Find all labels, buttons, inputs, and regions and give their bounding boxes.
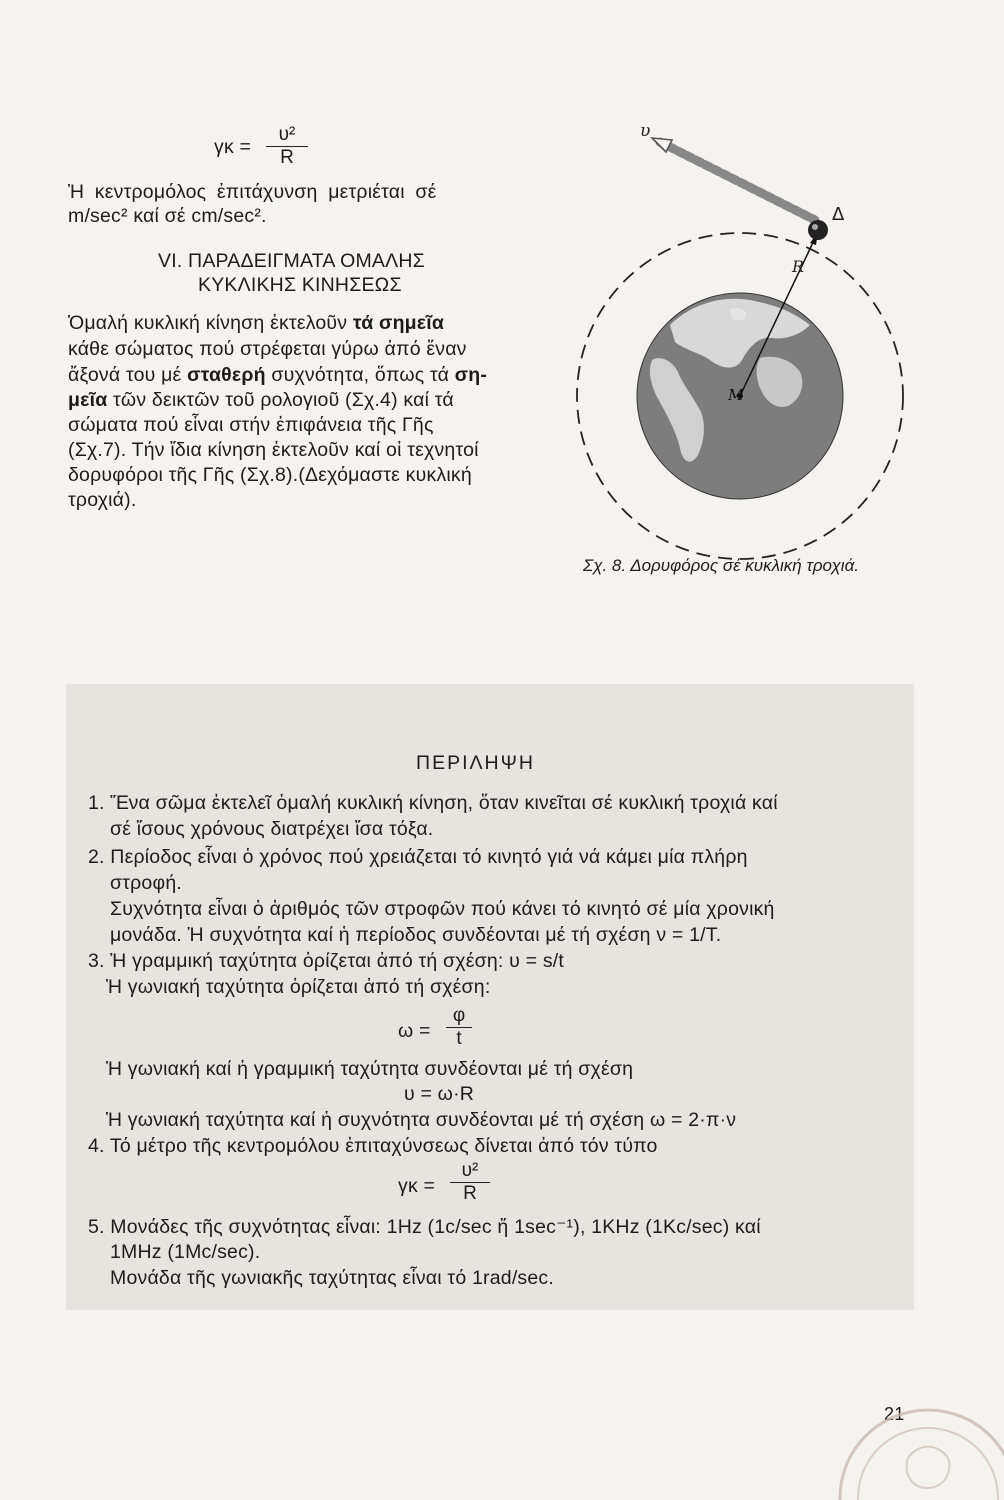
paragraph-text: συχνότητα, ὅπως τά bbox=[265, 364, 455, 386]
summary-line-5: Συχνότητα εἶναι ὁ ἀριθμός τῶν στροφῶν πού κάνει τό κινητό σέ μία χρονική bbox=[110, 898, 775, 920]
label-delta: Δ bbox=[832, 204, 845, 225]
section-heading-1: VI. ΠΑΡΑΔΕΙΓΜΑΤΑ ΟΜΑΛΗΣ bbox=[158, 250, 425, 272]
paragraph-text: τῶν δεικτῶν τοῦ ρολογιοῦ (Σχ.4) καί τά bbox=[107, 389, 454, 411]
units-line-1: Ἡ κεντρομόλος ἐπιτάχυνση μετριέται σέ bbox=[68, 181, 437, 203]
label-r: R bbox=[792, 257, 805, 276]
summary-line-6: μονάδα. Ἡ συχνότητα καί ἡ περίοδος συνδέονται μέ τή σχέση ν = 1/T. bbox=[110, 924, 722, 946]
gk-numerator: υ² bbox=[461, 1160, 479, 1181]
figure-caption: Σχ. 8. Δορυφόρος σέ κυκλική τροχιά. bbox=[583, 556, 859, 575]
section-heading-2: ΚΥΚΛΙΚΗΣ ΚΙΝΗΣΕΩΣ bbox=[198, 274, 402, 296]
omega-denominator: t bbox=[456, 1028, 462, 1049]
units-line-2: m/sec² καί σέ cm/sec². bbox=[68, 205, 267, 227]
summary-line-11: Ἡ γωνιακή ταχύτητα καί ἡ συχνότητα συνδέονται μέ τή σχέση ω = 2·π·ν bbox=[106, 1109, 737, 1131]
summary-line-10: υ = ω·R bbox=[404, 1083, 475, 1105]
paragraph-text: Ὁμαλή κυκλική κίνηση ἐκτελοῦν bbox=[68, 312, 353, 334]
summary-line-9: Ἡ γωνιακή καί ἡ γραμμική ταχύτητα συνδέονται μέ τή σχέση bbox=[106, 1058, 634, 1080]
paragraph-line-8: τροχιά). bbox=[68, 489, 137, 511]
summary-title: ΠΕΡΙΛΗΨΗ bbox=[416, 752, 535, 774]
summary-line-4: στροφή. bbox=[110, 872, 182, 894]
omega-fraction bbox=[446, 1005, 472, 1050]
satellite-highlight bbox=[812, 224, 818, 230]
formula-denominator: R bbox=[280, 147, 294, 168]
label-v: υ bbox=[640, 121, 651, 141]
summary-line-7: 3. Ἡ γραμμική ταχύτητα ὁρίζεται ἀπό τή σχέση: υ = s/t bbox=[88, 950, 565, 972]
summary-line-15: Μονάδα τῆς γωνιακῆς ταχύτητας εἶναι τό 1rad/sec. bbox=[110, 1267, 554, 1289]
summary-line-14: 1MHz (1Mc/sec). bbox=[110, 1241, 261, 1263]
paragraph-line-2: κάθε σώματος πού στρέφεται γύρω ἀπό ἕναν bbox=[68, 338, 467, 360]
bold-term: μεῖα bbox=[68, 389, 108, 411]
formula-fraction bbox=[266, 124, 308, 169]
bold-term: τά σημεῖα bbox=[352, 312, 445, 334]
paragraph-line-7: δορυφόροι τῆς Γῆς (Σχ.8).(Δεχόμαστε κυκλική bbox=[68, 464, 472, 486]
paragraph-line-3 bbox=[68, 364, 487, 387]
label-m: M bbox=[728, 386, 744, 404]
bold-term: σταθερή bbox=[187, 364, 266, 386]
satellite-orbit-figure bbox=[560, 110, 920, 560]
summary-line-13: 5. Μονάδες τῆς συχνότητας εἶναι: 1Hz (1c/sec ἤ 1sec⁻¹), 1KHz (1Kc/sec) καί bbox=[88, 1216, 761, 1238]
paragraph-line-4 bbox=[68, 389, 454, 412]
paragraph-line-5: σώματα πού εἶναι στήν ἐπιφάνεια τῆς Γῆς bbox=[68, 414, 434, 436]
library-stamp-icon bbox=[818, 1388, 1004, 1500]
summary-line-3: 2. Περίοδος εἶναι ὁ χρόνος πού χρειάζεται τό κινητό γιά νά κάμει μία πλήρη bbox=[88, 846, 748, 868]
paragraph-text: ἄξονά του μέ bbox=[68, 364, 188, 386]
gk-denominator: R bbox=[463, 1183, 477, 1204]
omega-lhs: ω = bbox=[398, 1020, 431, 1042]
summary-line-2: σέ ἴσους χρόνους διατρέχει ἴσα τόξα. bbox=[110, 818, 434, 840]
summary-line-12: 4. Τό μέτρο τῆς κεντρομόλου ἐπιταχύνσεως δίνεται ἀπό τόν τύπο bbox=[88, 1135, 658, 1157]
paragraph-line-1 bbox=[68, 312, 444, 335]
gk-fraction bbox=[450, 1160, 490, 1205]
velocity-vector bbox=[660, 142, 815, 220]
satellite-icon bbox=[808, 220, 828, 240]
omega-numerator: φ bbox=[452, 1005, 466, 1026]
bold-term: ση- bbox=[454, 364, 488, 386]
formula-numerator: υ² bbox=[278, 124, 296, 145]
summary-line-8: Ἡ γωνιακή ταχύτητα ὁρίζεται ἀπό τή σχέση: bbox=[106, 976, 491, 998]
gk-lhs: γκ = bbox=[398, 1175, 436, 1197]
summary-line-1: 1. Ἕνα σῶμα ἐκτελεῖ ὁμαλή κυκλική κίνηση, ὅταν κινεῖται σέ κυκλική τροχιά καί bbox=[88, 792, 778, 814]
paragraph-line-6: (Σχ.7). Τήν ἴδια κίνηση ἐκτελοῦν καί οἱ τεχνητοί bbox=[68, 439, 479, 461]
formula-lhs: γκ = bbox=[214, 136, 252, 158]
page-number: 21 bbox=[884, 1404, 905, 1424]
